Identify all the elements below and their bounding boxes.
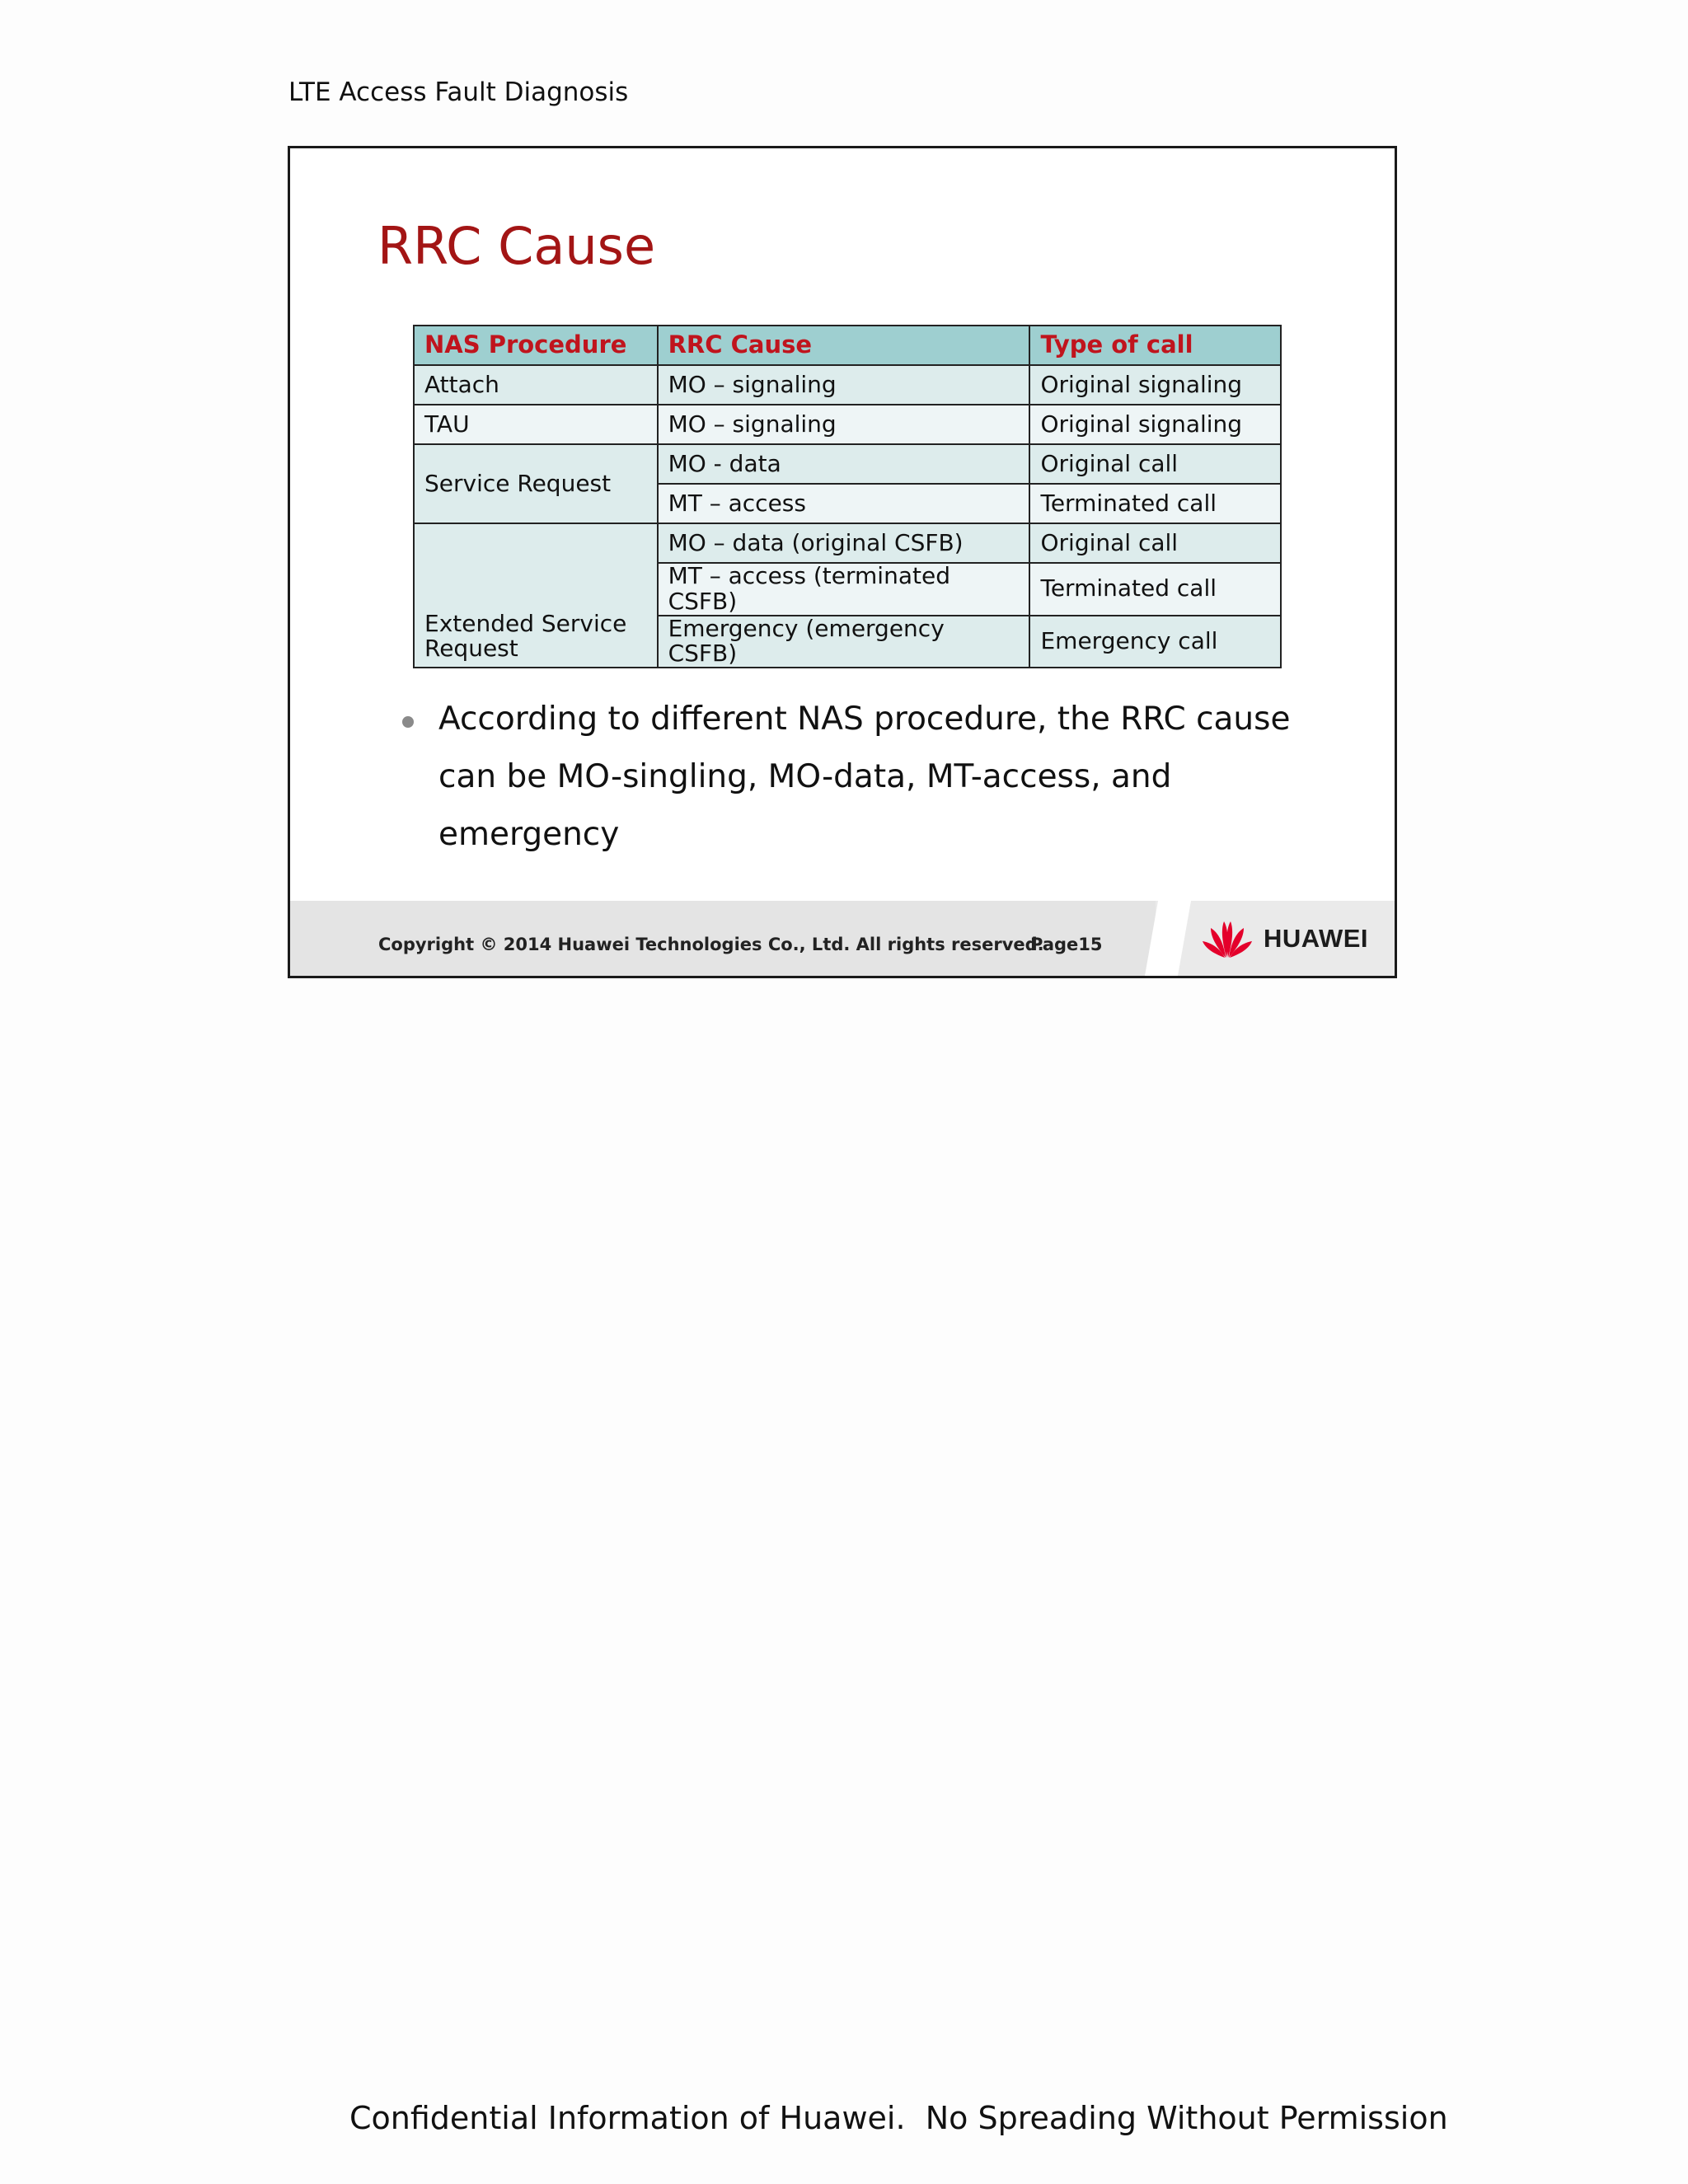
slide	[288, 146, 1397, 978]
table-row	[414, 444, 1281, 484]
bullet-list	[402, 691, 1342, 864]
call-type-cell: Original call	[1029, 523, 1281, 563]
table-header-row	[414, 326, 1281, 365]
rrc-cause-cell: MO - data	[658, 444, 1030, 484]
rrc-cause-cell: MO – signaling	[658, 365, 1030, 405]
rrc-cause-cell: MO – data (original CSFB)	[658, 523, 1030, 563]
table-row	[414, 523, 1281, 563]
header-nas-procedure: NAS Procedure	[414, 326, 658, 365]
copyright-text: Copyright © 2014 Huawei Technologies Co., Ltd. All rights reserved.	[378, 935, 1044, 954]
call-type-cell: Original call	[1029, 444, 1281, 484]
call-type-cell: Terminated call	[1029, 484, 1281, 523]
bullet-text: According to different NAS procedure, the RRC cause can be MO-singling, MO-data, MT-access, and emergency	[438, 701, 1291, 853]
slide-footer	[290, 901, 1395, 976]
procedure-cell: Extended Service Request	[414, 523, 658, 668]
header-rrc-cause: RRC Cause	[658, 326, 1030, 365]
rrc-cause-cell: MT – access (terminated CSFB)	[658, 563, 1030, 616]
header-type-of-call: Type of call	[1029, 326, 1281, 365]
call-type-cell: Terminated call	[1029, 563, 1281, 616]
rrc-cause-cell: Emergency (emergency CSFB)	[658, 616, 1030, 668]
document-header: LTE Access Fault Diagnosis	[288, 77, 629, 107]
huawei-flower-icon	[1201, 918, 1254, 959]
logo-wordmark: HUAWEI	[1264, 924, 1368, 953]
procedure-cell: TAU	[414, 405, 658, 444]
page-number: Page15	[1030, 935, 1103, 954]
procedure-cell: Attach	[414, 365, 658, 405]
rrc-cause-cell: MO – signaling	[658, 405, 1030, 444]
huawei-logo	[1201, 918, 1368, 959]
table-row	[414, 405, 1281, 444]
table-row	[414, 365, 1281, 405]
slide-title: RRC Cause	[377, 216, 656, 276]
call-type-cell: Emergency call	[1029, 616, 1281, 668]
call-type-cell: Original signaling	[1029, 365, 1281, 405]
procedure-cell: Service Request	[414, 444, 658, 523]
document-footer: Confidential Information of Huawei. No Spreading Without Permission	[349, 2100, 1448, 2136]
call-type-cell: Original signaling	[1029, 405, 1281, 444]
bullet-dot-icon	[402, 716, 414, 728]
rrc-cause-cell: MT – access	[658, 484, 1030, 523]
rrc-cause-table	[413, 325, 1282, 668]
